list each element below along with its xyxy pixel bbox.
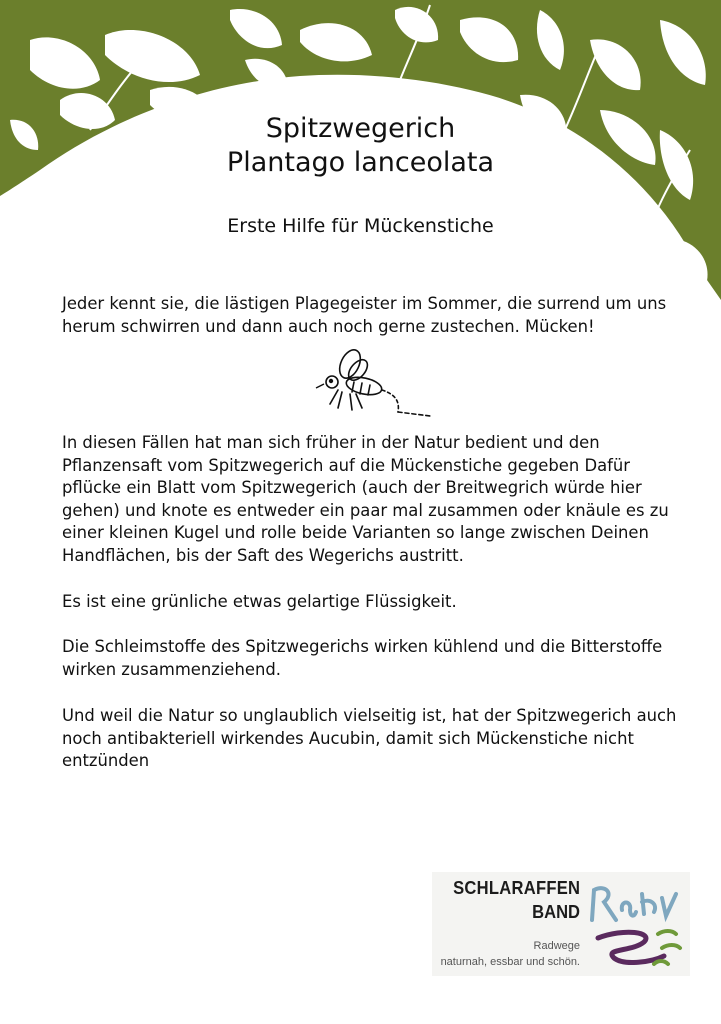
title-block bbox=[0, 112, 721, 238]
paragraph-preparation: In diesen Fällen hat man sich früher in der Natur bedient und den Pflanzensaft vom Spitzwegerich auf die Mückenstiche gegeben Dafür pflücke ein Blatt vom Spitzwegerich (auch der Breitwegrich würde hier gehen) und knote es entweder ein paar mal zusammen oder knäule es zu einer kleinen Kugel und rolle beide Varianten so lange zwischen Deinen Handflächen, bis der Saft des Wegerichs austritt. bbox=[62, 433, 669, 565]
logo-mark-icon bbox=[584, 876, 684, 972]
page-title: Spitzwegerich bbox=[265, 113, 456, 144]
schlaraffenband-logo bbox=[432, 872, 690, 976]
intro-paragraph: Jeder kennt sie, die lästigen Plagegeister im Sommer, die surrend um uns herum schwirren und dann auch noch gerne zustechen. Mücken! bbox=[62, 294, 667, 336]
mosquito-icon bbox=[312, 344, 438, 420]
page-subtitle: Erste Hilfe für Mückenstiche bbox=[227, 215, 494, 237]
logo-name-line1: SCHLARAFFEN bbox=[452, 878, 580, 898]
paragraph-aucubin: Und weil die Natur so unglaublich vielseitig ist, hat der Spitzwegerich auch noch antibakteriell wirkendes Aucubin, damit sich Mückenstiche nicht entzünden bbox=[62, 706, 677, 770]
logo-name-line2: BAND bbox=[532, 902, 580, 922]
page-title-latin: Plantago lanceolata bbox=[226, 147, 495, 178]
logo-tagline-line1: Radwege bbox=[533, 940, 580, 952]
logo-tagline-line2: naturnah, essbar und schön. bbox=[440, 956, 580, 968]
paragraph-effects: Die Schleimstoffe des Spitzwegerichs wirken kühlend und die Bitterstoffe wirken zusammenziehend. bbox=[62, 637, 663, 679]
paragraph-liquid: Es ist eine grünliche etwas gelartige Flüssigkeit. bbox=[62, 592, 457, 611]
